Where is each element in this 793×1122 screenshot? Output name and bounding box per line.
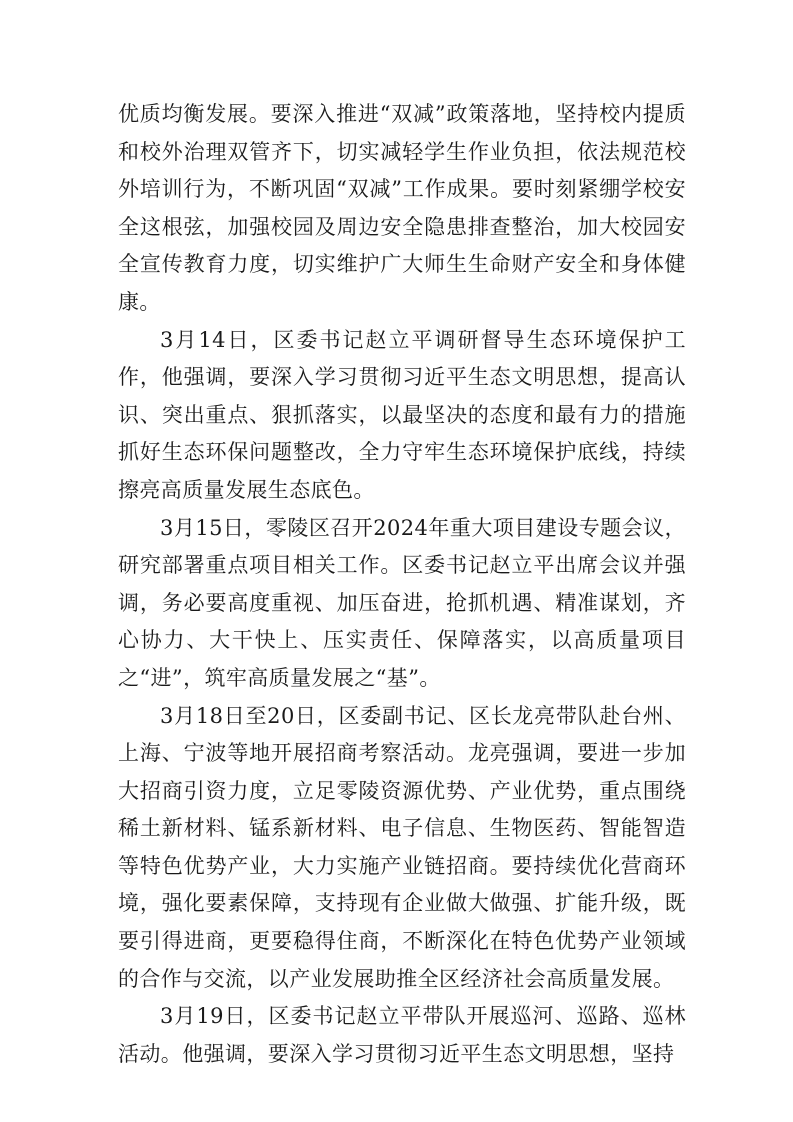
paragraph-investment-tour: 3月18日至20日，区委副书记、区长龙亮带队赴台州、上海、宁波等地开展招商考察活动。龙亮强调，要进一步加大招商引资力度，立足零陵资源优势、产业优势，重点围绕稀土新材料、锰系新材料、电子信息、生物医药、智能智造等特色优势产业，大力实施产业链招商。要持续优化营商环境，强化要素保障，支持现有企业做大做强、扩能升级，既要引得进商，更要稳得住商，不断深化在特色优势产业领域的合作与交流，以产业发展助推全区经济社会高质量发展。 (118, 703, 686, 991)
paragraph-major-projects: 3月15日，零陵区召开2024年重大项目建设专题会议，研究部署重点项目相关工作。区委书记赵立平出席会议并强调，务必要高度重视、加压奋进，抢抓机遇、精准谋划，齐心协力、大干快上、压实责任、保障落实，以高质量项目之“进”，筑牢高质量发展之“基”。 (118, 515, 686, 690)
paragraph-education: 优质均衡发展。要深入推进“双减”政策落地，坚持校内提质和校外治理双管齐下，切实减轻学生作业负担，依法规范校外培训行为，不断巩固“双减”工作成果。要时刻紧绷学校安全这根弦，加强校园及周边安全隐患排查整治，加大校园安全宣传教育力度，切实维护广大师生生命财产安全和身体健康。 (118, 102, 686, 314)
paragraph-river-patrol: 3月19日，区委书记赵立平带队开展巡河、巡路、巡林活动。他强调，要深入学习贯彻习近平生态文明思想，坚持 (118, 1004, 686, 1066)
paragraph-ecology-inspection: 3月14日，区委书记赵立平调研督导生态环境保护工作，他强调，要深入学习贯彻习近平生态文明思想，提高认识、突出重点、狠抓落实，以最坚决的态度和最有力的措施抓好生态环保问题整改，全力守牢生态环境保护底线，持续擦亮高质量发展生态底色。 (118, 327, 686, 502)
document-body (118, 96, 686, 1073)
